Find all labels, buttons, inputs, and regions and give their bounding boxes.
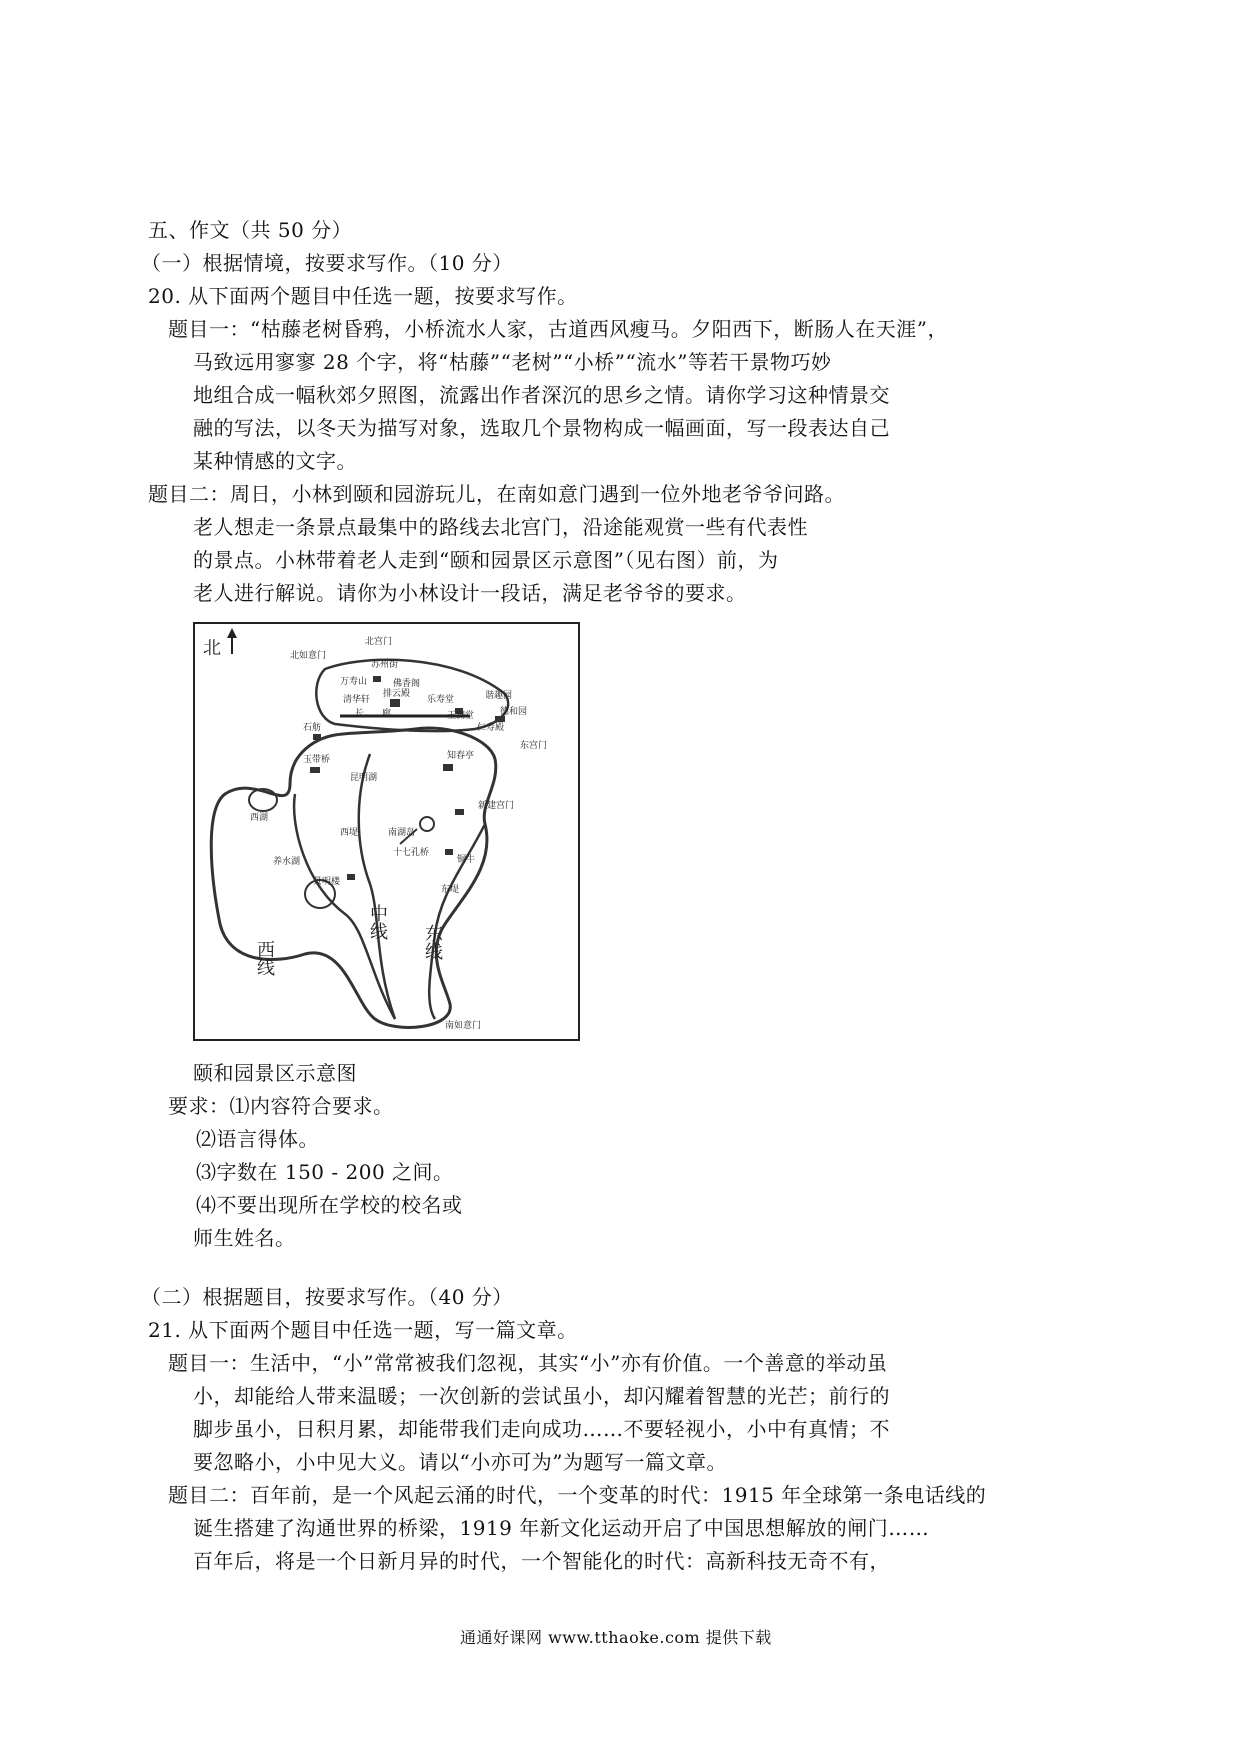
map-label-nanhudao: 南湖岛 [388, 828, 416, 838]
q20-topic1-line: 题目一：“枯藤老树昏鸦，小桥流水人家，古道西风瘦马。夕阳西下，断肠人在天涯”， [168, 317, 948, 341]
question-21: 21. 从下面两个题目中任选一题，写一篇文章。 [148, 1318, 578, 1342]
map-label-donggongmen: 东宫门 [520, 741, 548, 751]
map-label-zhichunting: 知春亭 [447, 751, 475, 761]
q21-topic1-line: 要忽略小，小中见大义。请以“小亦可为”为题写一篇文章。 [193, 1450, 727, 1474]
map-drawing [195, 624, 578, 1039]
q20-topic2-line: 老人进行解说。请你为小林设计一段话，满足老爷爷的要求。 [193, 581, 747, 605]
shifang-building-icon [313, 734, 321, 740]
map-label-deheyuan: 德和园 [500, 707, 528, 717]
map-label-paiyundian: 排云殿 [383, 689, 411, 699]
summer-palace-map [193, 622, 580, 1041]
tongniu-icon [445, 849, 453, 855]
map-label-xidi: 西堤 [340, 828, 359, 838]
paiyundian-building-icon [390, 699, 400, 707]
map-label-shifang: 石舫 [303, 723, 322, 733]
map-caption: 颐和园景区示意图 [193, 1061, 357, 1085]
map-label-qinghuaxuan: 清华轩 [343, 695, 371, 705]
map-label-yangshuihu: 养水湖 [273, 857, 301, 867]
yudaiqiao-building-icon [310, 767, 320, 773]
q21-topic2-line: 百年后，将是一个日新月异的时代，一个智能化的时代：高新科技无奇不有， [193, 1549, 890, 1573]
map-label-zhongxian: 中线 [370, 904, 388, 943]
north-arrowhead-icon [227, 628, 237, 638]
q21-topic1-line: 题目一：生活中，“小”常常被我们忽视，其实“小”亦有价值。一个善意的举动虽 [168, 1351, 888, 1375]
map-label-nanruyimen: 南如意门 [445, 1021, 482, 1031]
requirement-line: ⑶字数在 150 - 200 之间。 [196, 1160, 454, 1184]
zhichunting-building-icon [443, 764, 453, 771]
map-label-xihu: 西湖 [250, 813, 269, 823]
map-label-beiruyimen: 北如意门 [290, 651, 327, 661]
map-label-beigongmen: 北宫门 [365, 637, 393, 647]
requirement-line: 师生姓名。 [193, 1226, 296, 1250]
requirement-line: ⑵语言得体。 [196, 1127, 319, 1151]
q20-topic1-line: 某种情感的文字。 [193, 449, 357, 473]
q20-topic2-line: 的景点。小林带着老人走到“颐和园景区示意图”（见右图）前，为 [193, 548, 779, 572]
east-route [429, 824, 485, 1019]
map-label-dongdi: 东堤 [441, 885, 460, 895]
foxiangge-building-icon [373, 676, 381, 682]
map-label-yulantang: 玉澜堂 [447, 711, 475, 721]
map-north-label: 北 [203, 638, 221, 659]
map-label-yudaiqiao: 玉带桥 [303, 755, 331, 765]
map-label-dongxian: 东线 [425, 924, 443, 963]
xinjiangongmen-building-icon [455, 809, 464, 815]
q20-topic1-line: 融的写法，以冬天为描写对象，选取几个景物构成一幅画面，写一段表达自己 [193, 416, 890, 440]
map-label-wanshoushan: 万寿山 [340, 677, 368, 687]
q20-topic2-line: 老人想走一条景点最集中的路线去北宫门，沿途能观赏一些有代表性 [193, 515, 808, 539]
map-label-xinjiangongmen: 新建宫门 [478, 801, 515, 811]
part1-heading: （一）根据情境，按要求写作。（10 分） [141, 251, 513, 275]
map-label-changlang: 长 廊 [355, 709, 392, 719]
question-20: 20. 从下面两个题目中任选一题，按要求写作。 [148, 284, 578, 308]
requirement-line: ⑷不要出现所在学校的校名或 [196, 1193, 463, 1217]
map-label-xiequyuan: 谐趣园 [485, 691, 513, 701]
part2-heading: （二）根据题目，按要求写作。（40 分） [141, 1285, 513, 1309]
map-label-shiqikongqiao: 十七孔桥 [393, 848, 430, 858]
map-label-foxiangge: 佛香阁 [393, 679, 421, 689]
q21-topic1-line: 小，却能给人带来温暖；一次创新的尝试虽小，却闪耀着智慧的光芒；前行的 [193, 1384, 890, 1408]
page-footer: 通通好课网 www.tthaoke.com 提供下载 [460, 1628, 772, 1647]
map-label-renshoudian: 仁寿殿 [477, 723, 505, 733]
map-label-leshoutang: 乐寿堂 [427, 695, 455, 705]
south-lake-island [420, 817, 434, 831]
jingmingqiao-building-icon [347, 874, 355, 880]
q21-topic1-line: 脚步虽小，日积月累，却能带我们走向成功……不要轻视小，小中有真情；不 [193, 1417, 890, 1441]
map-label-tongniu: 铜牛 [457, 855, 476, 865]
map-label-kunminghu: 昆明湖 [350, 773, 378, 783]
map-label-xixian: 西线 [257, 940, 275, 979]
q20-topic1-line: 地组合成一幅秋郊夕照图，流露出作者深沉的思乡之情。请你学习这种情景交 [193, 383, 890, 407]
q21-topic2-line: 题目二：百年前，是一个风起云涌的时代，一个变革的时代：1915 年全球第一条电话线的 [168, 1483, 987, 1507]
q20-topic2-line: 题目二：周日，小林到颐和园游玩儿，在南如意门遇到一位外地老爷爷问路。 [148, 482, 845, 506]
map-label-suzhoujie: 苏州街 [371, 660, 399, 670]
section-title: 五、作文（共 50 分） [148, 218, 353, 242]
map-label-jingmingqiao: 景明楼 [313, 877, 341, 887]
q21-topic2-line: 诞生搭建了沟通世界的桥梁，1919 年新文化运动开启了中国思想解放的闸门…… [193, 1516, 930, 1540]
requirement-line: 要求：⑴内容符合要求。 [168, 1094, 394, 1118]
q20-topic1-line: 马致远用寥寥 28 个字，将“枯藤”“老树”“小桥”“流水”等若干景物巧妙 [193, 350, 832, 374]
